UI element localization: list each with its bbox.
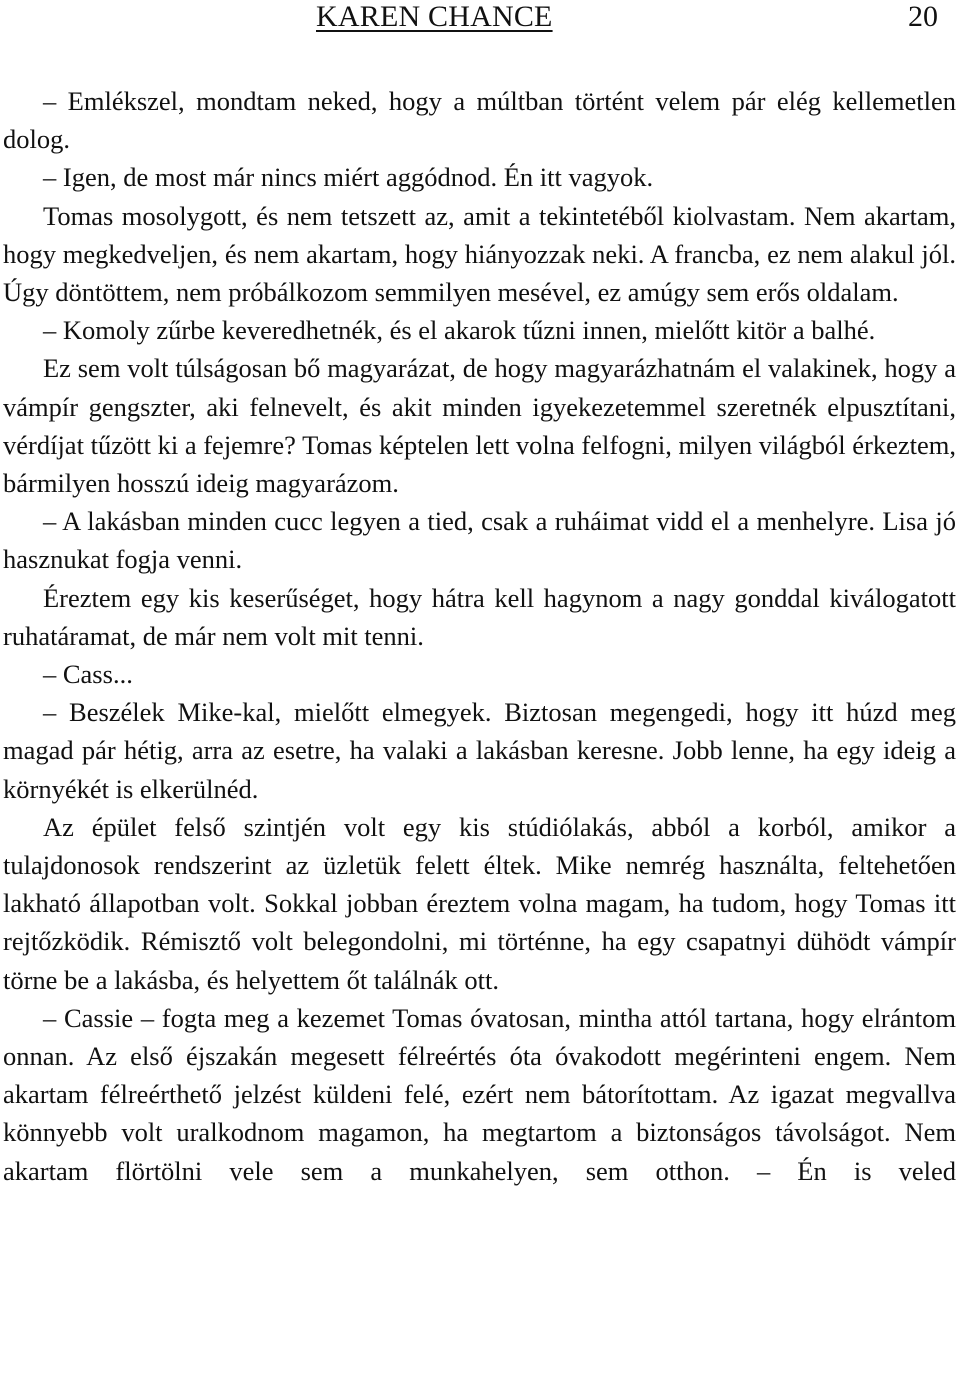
paragraph: – Komoly zűrbe keveredhetnék, és el akarok tűzni innen, mielőtt kitör a balhé. (43, 315, 876, 346)
paragraph: – Emlékszel, mondtam neked, hogy a múltban történt velem pár elég kellemetlen dolog. (3, 86, 956, 155)
page-number: 20 (908, 0, 938, 33)
paragraph: – Cassie – fogta meg a kezemet Tomas óvatosan, mintha attól tartana, hogy elrántom onnan. Az első éjszakán megesett félreértés óta óvakodott megérinteni engem. Nem akartam félreérthető jelzést küldeni felé, ezért nem bátorítottam. Az igazat megvallva könnyebb volt uralkodnom magamon, ha megtartom a biztonságos távolságot. Nem akartam flörtölni vele sem a munkahelyen, sem otthon. – Én is veled (3, 1002, 956, 1186)
paragraph: – Igen, de most már nincs miért aggódnod. Én itt vagyok. (43, 162, 654, 193)
paragraph: Ez sem volt túlságosan bő magyarázat, de hogy magyarázhatnám el valakinek, hogy a vámpír gengszter, aki felnevelt, és akit minden igyekezetemmel szeretnék elpusztítani, vérdíjat tűzött ki a fejemre? Tomas képtelen lett volna felfogni, milyen világból érkeztem, bármilyen hosszú ideig magyarázom. (3, 353, 956, 499)
book-title: KAREN CHANCE (316, 0, 553, 33)
body-text (3, 82, 956, 1190)
paragraph: – Cass... (43, 659, 133, 690)
paragraph: Az épület felső szintjén volt egy kis stúdiólakás, abból a korból, amikor a tulajdonosok rendszerint az üzletük felett éltek. Mike nemrég használta, feltehetően lakható állapotban volt. Sokkal jobban éreztem volna magam, ha tudom, hogy Tomas itt rejtőzködik. Rémisztő volt belegondolni, mi történne, ha egy csapatnyi dühödt vámpír törne be a lakásba, és helyettem őt találnák ott. (3, 811, 956, 995)
paragraph: – Beszélek Mike-kal, mielőtt elmegyek. Biztosan megengedi, hogy itt húzd meg magad pár hétig, arra az esetre, ha valaki a lakásban keresne. Jobb lenne, ha egy ideig a környékét is elkerülnéd. (3, 697, 956, 804)
paragraph: Tomas mosolygott, és nem tetszett az, amit a tekintetéből kiolvastam. Nem akartam, hogy megkedveljen, és nem akartam, hogy hiányozzak neki. A francba, ez nem alakul jól. Úgy döntöttem, nem próbálkozom semmilyen mesével, ez amúgy sem erős oldalam. (3, 200, 956, 308)
running-head (0, 0, 960, 40)
paragraph: Éreztem egy kis keserűséget, hogy hátra kell hagynom a nagy gonddal kiválogatott ruhatáramat, de már nem volt mit tenni. (3, 582, 956, 651)
paragraph: – A lakásban minden cucc legyen a tied, csak a ruháimat vidd el a menhelyre. Lisa jó hasznukat fogja venni. (3, 506, 956, 575)
